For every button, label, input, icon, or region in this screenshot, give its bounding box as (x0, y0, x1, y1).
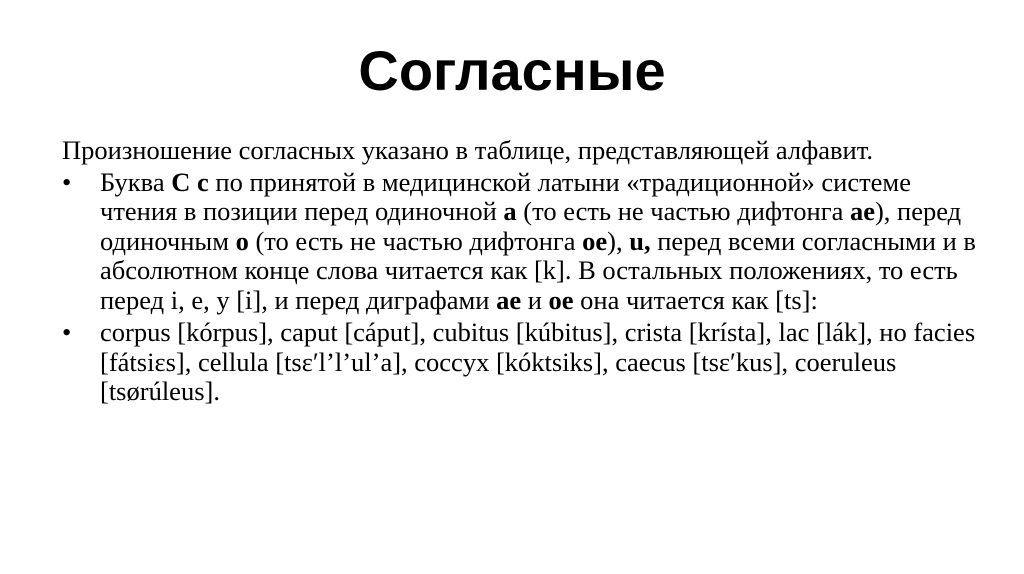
bullet-text: ), (607, 225, 630, 256)
slide-content (62, 136, 982, 410)
bullet-marker: • (62, 166, 72, 197)
bold-term: a (503, 196, 517, 226)
bold-term: o (235, 225, 249, 256)
bold-term: u, (629, 225, 651, 256)
bold-term: ae (496, 284, 522, 315)
bullet-text: и (521, 284, 549, 315)
bullet-text: (то есть не частью дифтонга (248, 225, 583, 256)
bullet-text: по принятой в медицинской латыни «традиционной» системе чтения в позиции перед одиночной (100, 166, 911, 226)
intro-paragraph: Произношение согласных указано в таблице, представляющей алфавит. (62, 135, 873, 165)
bullet-text: (то есть не частью дифтонга (516, 196, 850, 226)
bold-term: oe (582, 225, 608, 256)
slide-title: Согласные (358, 39, 666, 102)
bullet-text: ), перед одиночным (100, 196, 962, 256)
bullet-list (62, 168, 982, 407)
bullet-text: corpus [kórpus], caput [cáput], cubitus [kúbitus], crista [krísta], lac [lák], но facies [fátsiɛs], cellula [tsɛ′l’l’ul’a], coccyx [kóktsiks], caecus [tsɛ′kus], coeruleus [tsørúleus]. (100, 317, 976, 406)
bullet-text: перед всеми согласными и в абсолютном конце слова читается как [k]. В остальных положениях, то есть перед i, e, y [i], и перед диграфами (100, 225, 976, 315)
bullet-marker: • (62, 317, 72, 347)
bullet-item-examples (62, 318, 982, 407)
bold-term: ae (849, 196, 875, 226)
bold-term: oe (548, 284, 574, 315)
bullet-item-letter-c (62, 168, 982, 316)
bullet-text: она читается как [ts]: (573, 284, 818, 315)
bullet-text: Буква (100, 166, 172, 197)
bold-term: C c (171, 166, 209, 197)
